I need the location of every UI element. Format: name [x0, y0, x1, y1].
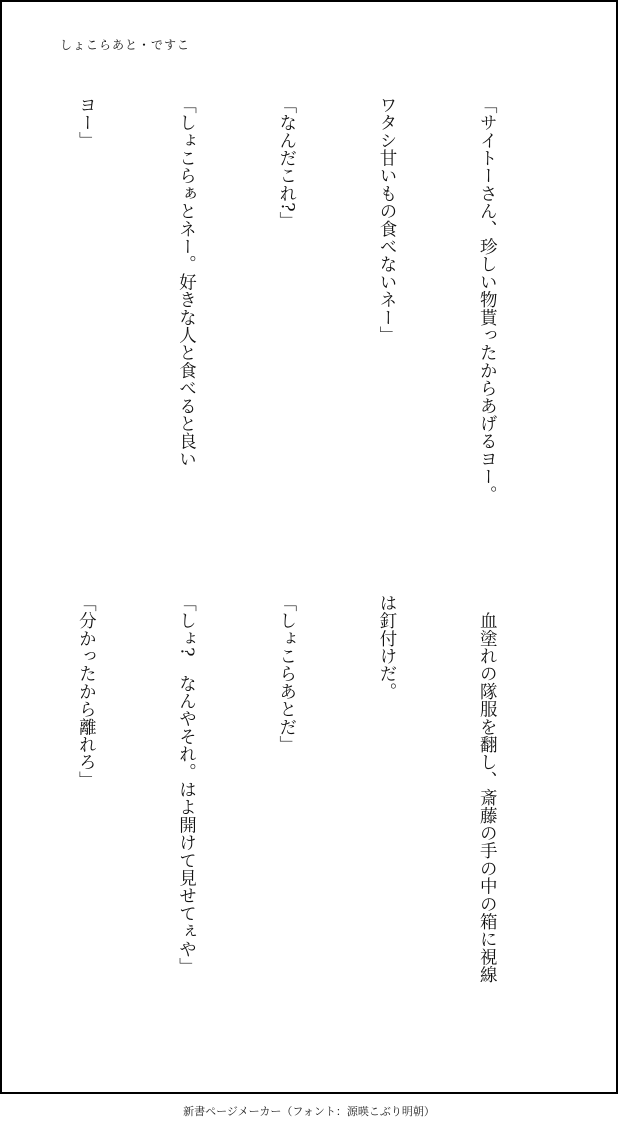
text-line: 「分かったから離れろ」 — [76, 594, 97, 789]
text-line: 「なんだこれ?」 — [276, 96, 297, 230]
text-line: ワタシ甘いもの食べないネー」 — [376, 96, 397, 344]
text-block-bottom — [0, 594, 570, 1024]
text-line: 「しょこらぁとネー。好きな人と食べると良い — [176, 96, 197, 468]
text-line: 血塗れの隊服を翻し、斎藤の手の中の箱に視線 — [477, 594, 498, 984]
text-line — [0, 96, 2, 536]
text-line: は釘付けだ。 — [376, 594, 397, 701]
text-block-top — [0, 96, 570, 536]
text-line — [0, 594, 2, 1024]
text-line: 「しょ? なんやそれ。はよ開けて見せてぇや」 — [176, 594, 197, 976]
text-line: 「しょこらあとだ」 — [276, 594, 297, 754]
running-title: しょこらあと・ですこ — [60, 38, 191, 52]
text-line: 「サイトーさん、珍しい物貰ったからあげるヨー。 — [477, 96, 498, 504]
footer-credit: 新書ページメーカー（フォント：源暎こぶり明朝） — [183, 1105, 435, 1118]
text-line: ヨー」 — [76, 96, 97, 150]
